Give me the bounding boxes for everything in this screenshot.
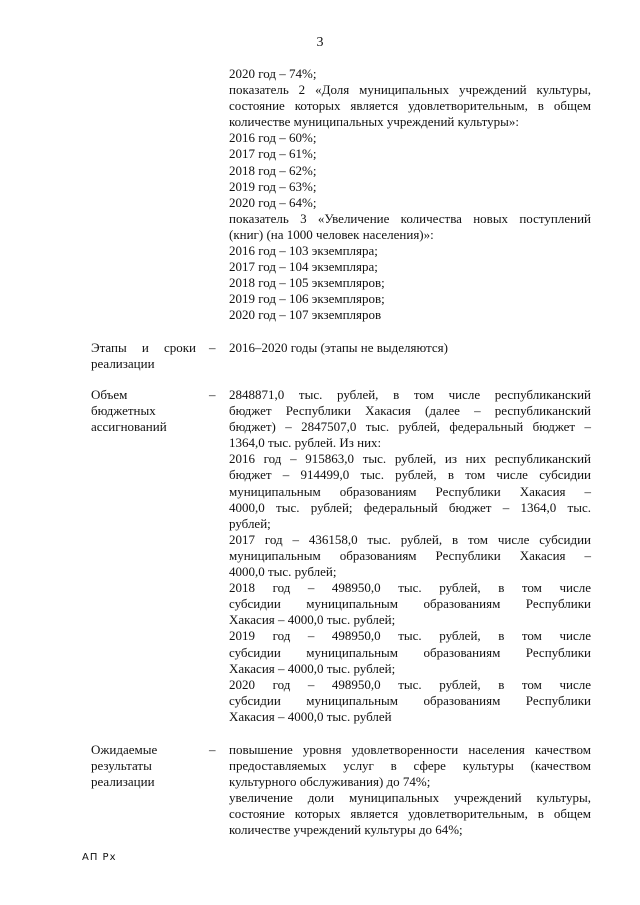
text-line: 2016–2020 годы (этапы не выделяются)	[229, 340, 448, 355]
text-line: предоставляемых услуг в сфере культуры (качеством	[229, 758, 591, 774]
text-line: субсидии муниципальным образованиям Республики	[229, 596, 591, 612]
text-line: культурного обслуживания) до 74%;	[229, 774, 431, 790]
budget-text	[229, 387, 591, 725]
stages-text	[229, 340, 591, 356]
dash: –	[209, 742, 216, 757]
text-line: 2848871,0 тыс. рублей, в том числе республиканский	[229, 387, 591, 402]
text-line: показатель 2 «Доля муниципальных учреждений культуры,	[229, 82, 591, 98]
text-line: 2017 год – 104 экземпляра;	[229, 259, 378, 275]
label-line: реализации	[91, 774, 155, 790]
label-line: реализации	[91, 356, 155, 372]
text-line: Хакасия – 4000,0 тыс. рублей;	[229, 660, 396, 676]
text-line: повышение уровня удовлетворенности населения качеством	[229, 742, 591, 757]
text-line: состояние которых является удовлетворительным, в общем	[229, 98, 591, 114]
text-line: (книг) (на 1000 человек населения)»:	[229, 226, 434, 242]
label-line: Ожидаемые	[91, 742, 158, 757]
text-line: состояние которых является удовлетворительным, в общем	[229, 806, 591, 822]
text-line: 2016 год – 915863,0 тыс. рублей, из них республиканский	[229, 451, 591, 467]
text-line: 1364,0 тыс. рублей. Из них:	[229, 435, 382, 451]
text-line: 2017 год – 436158,0 тыс. рублей, в том числе субсидии	[229, 531, 591, 547]
text-line: 2019 год – 63%;	[229, 178, 317, 194]
text-line: количестве муниципальных учреждений культуры»:	[229, 114, 519, 130]
indicator-list	[229, 66, 591, 324]
text-line: 4000,0 тыс. рублей; федеральный бюджет – 1364,0 тыс.	[229, 499, 591, 515]
text-line: бюджет) – 2847507,0 тыс. рублей, федеральный бюджет –	[229, 419, 591, 435]
label-line: Этапы и сроки	[91, 340, 196, 355]
text-line: Хакасия – 4000,0 тыс. рублей;	[229, 612, 396, 628]
label-results	[91, 742, 196, 790]
label-line: Объем	[91, 387, 128, 402]
text-line: бюджет – 914499,0 тыс. рублей, в том числе субсидии	[229, 467, 591, 483]
text-line: 2019 год – 106 экземпляров;	[229, 291, 385, 307]
text-line: 2020 год – 107 экземпляров	[229, 307, 382, 323]
text-line: 2020 год – 74%;	[229, 66, 317, 81]
results-text	[229, 742, 591, 839]
text-line: 2016 год – 103 экземпляра;	[229, 243, 378, 259]
label-line: бюджетных	[91, 403, 156, 419]
text-line: муниципальным образованиям Республики Хакасия –	[229, 547, 591, 563]
label-line: ассигнований	[91, 419, 167, 435]
text-line: увеличение доли муниципальных учреждений культуры,	[229, 790, 591, 806]
text-line: рублей;	[229, 515, 271, 531]
text-line: 2019 год – 498950,0 тыс. рублей, в том числе	[229, 628, 591, 644]
page-number: 3	[316, 35, 324, 50]
text-line: 2017 год – 61%;	[229, 146, 317, 162]
text-line: 2016 год – 60%;	[229, 130, 317, 146]
text-line: 2018 год – 62%;	[229, 162, 317, 178]
text-line: Хакасия – 4000,0 тыс. рублей	[229, 708, 392, 724]
text-line: 2018 год – 105 экземпляров;	[229, 275, 385, 291]
text-line: 2020 год – 64%;	[229, 194, 317, 210]
label-line: результаты	[91, 758, 152, 774]
label-stages	[91, 340, 196, 372]
text-line: 2020 год – 498950,0 тыс. рублей, в том числе	[229, 676, 591, 692]
text-line: показатель 3 «Увеличение количества новых поступлений	[229, 210, 591, 226]
dash: –	[209, 387, 216, 402]
text-line: муниципальным образованиям Республики Хакасия –	[229, 483, 591, 499]
text-line: бюджет Республики Хакасия (далее – республиканский	[229, 403, 591, 419]
text-line: 2018 год – 498950,0 тыс. рублей, в том числе	[229, 580, 591, 596]
footer-mark: АП Рх	[82, 852, 117, 863]
text-line: субсидии муниципальным образованиям Республики	[229, 692, 591, 708]
text-line: субсидии муниципальным образованиям Республики	[229, 644, 591, 660]
label-budget	[91, 387, 196, 435]
text-line: 4000,0 тыс. рублей;	[229, 564, 337, 580]
dash: –	[209, 340, 216, 355]
text-line: количестве учреждений культуры до 64%;	[229, 822, 463, 838]
